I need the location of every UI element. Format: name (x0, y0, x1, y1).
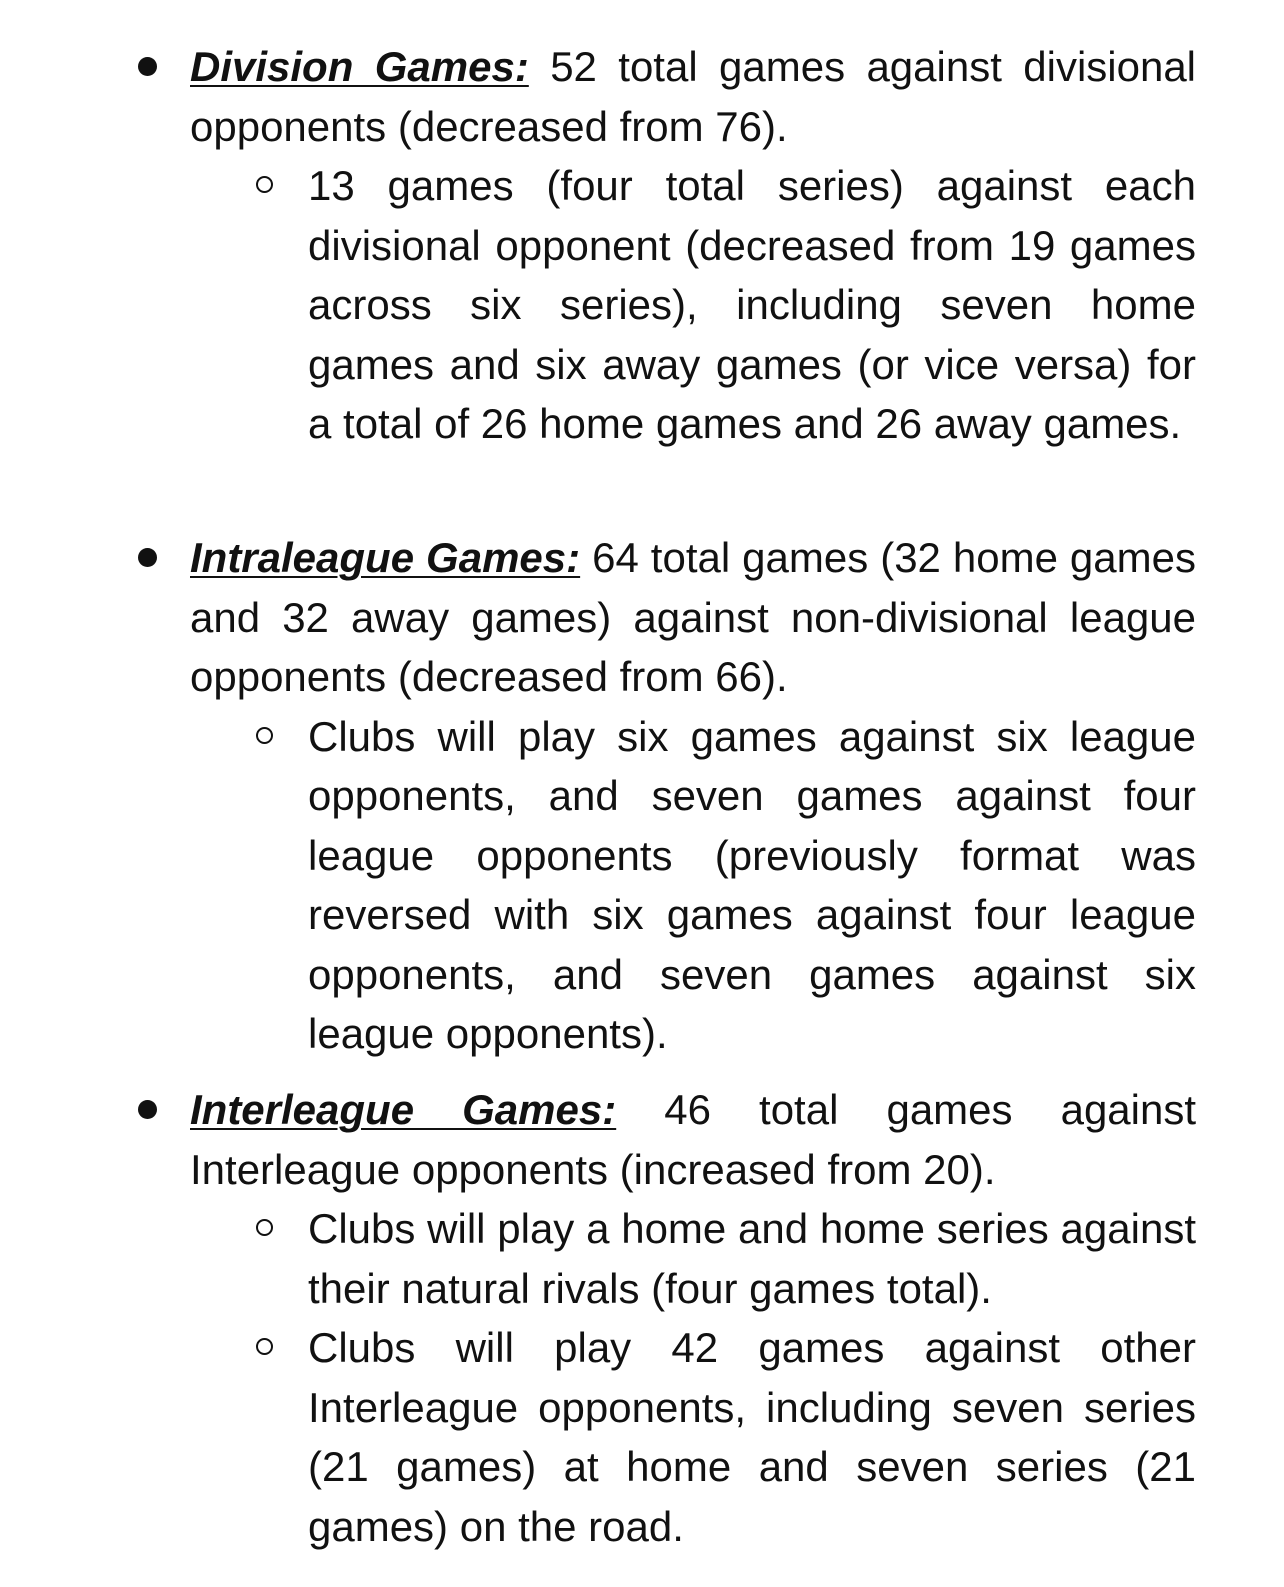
bullet-item-intraleague-games (190, 528, 1196, 1064)
section-heading: Division Games: (190, 43, 529, 90)
section-text: 52 total games against divisional opponents (decreased from 76). (190, 43, 1197, 150)
section-text: 46 total games against Interleague opponents (increased from 20). (190, 1086, 1197, 1193)
bullet-dot-icon (138, 548, 157, 567)
bullet-dot-icon (138, 57, 157, 76)
sub-bullet-item (308, 707, 1196, 1064)
section-heading: Interleague Games: (190, 1086, 617, 1133)
sub-bullet-item (308, 1199, 1196, 1318)
bullet-paragraph (190, 1080, 1196, 1199)
bullet-paragraph (190, 37, 1196, 156)
hollow-circle-bullet-icon (256, 176, 273, 193)
bullet-item-interleague-games (190, 1080, 1196, 1556)
bullet-dot-icon (138, 1100, 157, 1119)
bullet-paragraph (190, 528, 1196, 707)
bullet-item-division-games (190, 37, 1196, 454)
section-heading: Intraleague Games: (190, 534, 581, 581)
hollow-circle-bullet-icon (256, 1338, 273, 1355)
hollow-circle-bullet-icon (256, 1219, 273, 1236)
sub-bullet-text: Clubs will play six games against six league opponents, and seven games against four league opponents (previously format was reversed with six games against four league opponents, and seven games against six league opponents). (308, 712, 1196, 1057)
sub-bullet-text: 13 games (four total series) against each divisional opponent (decreased from 19 games across six series), including seven home games and six away games (or vice versa) for a total of 26 home games and 26 away games. (308, 162, 1196, 447)
hollow-circle-bullet-icon (256, 727, 273, 744)
sub-bullet-text: Clubs will play a home and home series against their natural rivals (four games total). (308, 1205, 1196, 1312)
section-text: 64 total games (32 home games and 32 away games) against non-divisional league opponents (decreased from 66). (190, 534, 1196, 700)
sub-bullet-item (308, 156, 1196, 454)
sub-bullet-text: Clubs will play 42 games against other Interleague opponents, including seven series (21 games) at home and seven series (21 games) on the road. (308, 1324, 1196, 1550)
sub-bullet-item (308, 1318, 1196, 1556)
